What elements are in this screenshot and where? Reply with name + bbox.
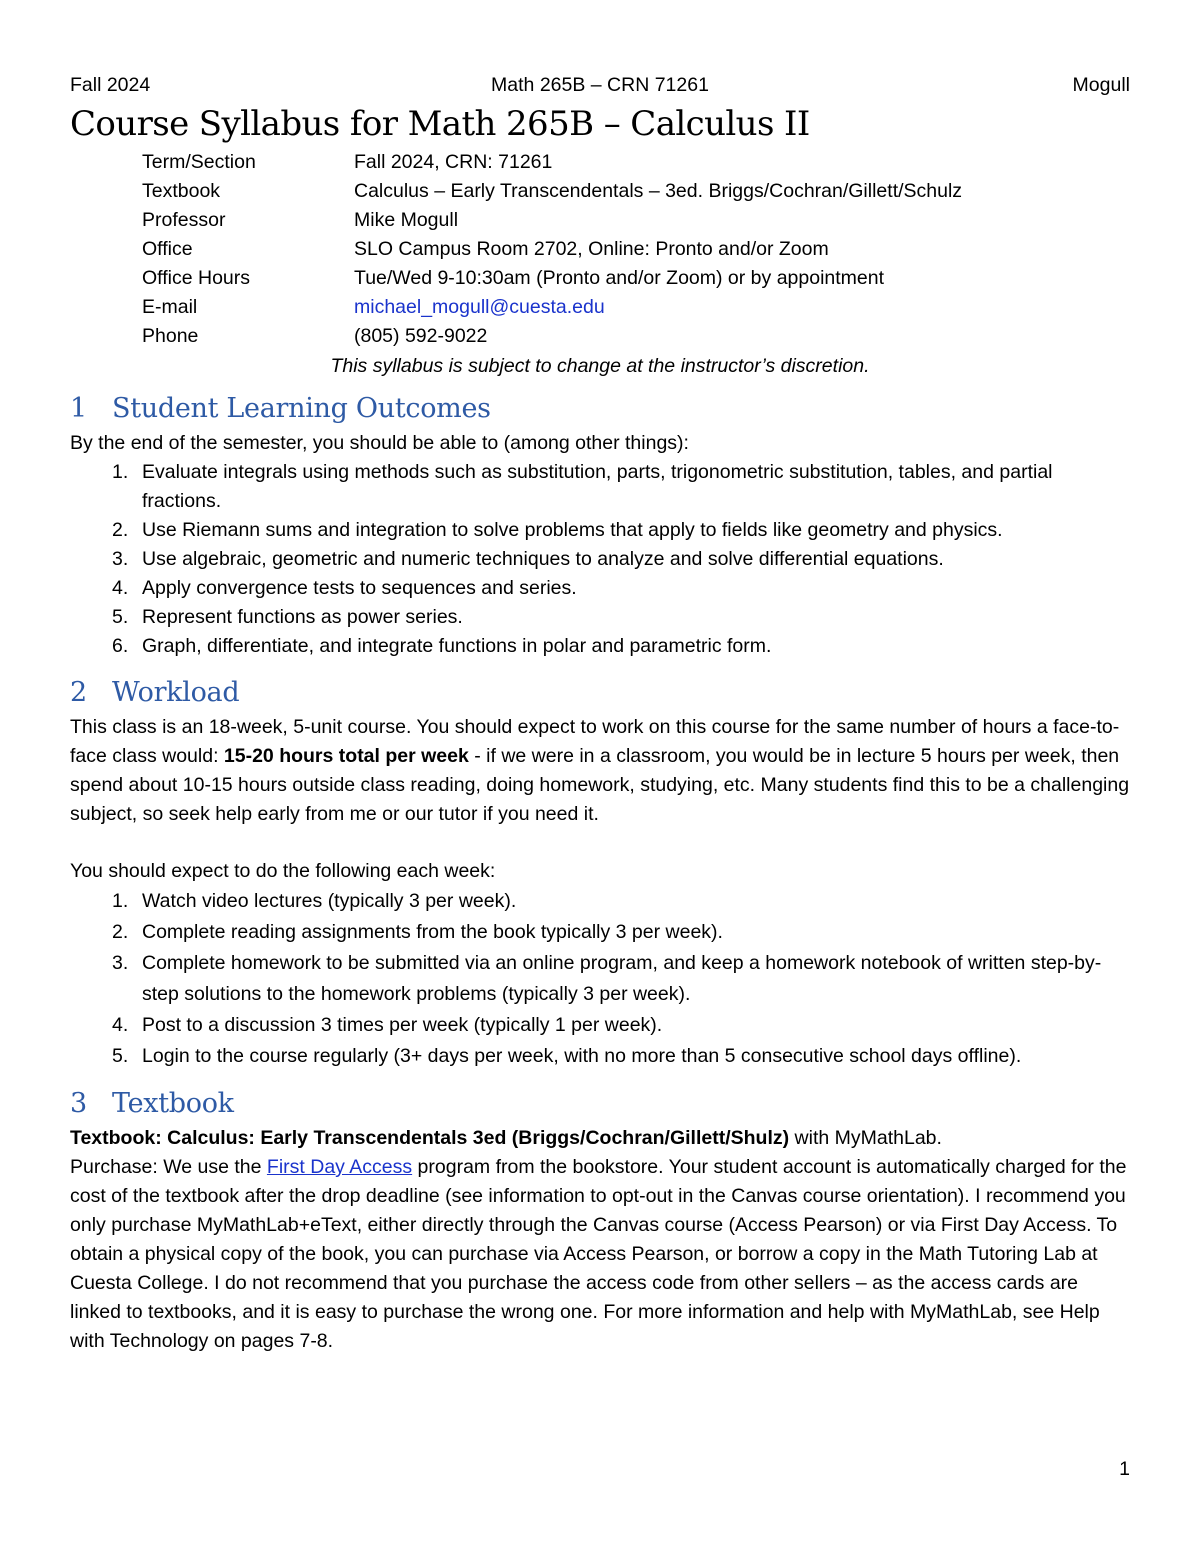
textbook-line (70, 1124, 1130, 1153)
info-label: Professor (142, 209, 226, 231)
list-text: Apply convergence tests to sequences and series. (142, 577, 577, 599)
info-row-office-hours (142, 264, 1130, 293)
section-heading-workload (70, 673, 1130, 713)
workload-paragraph (70, 713, 1130, 829)
list-number: 4. (112, 1014, 129, 1036)
first-day-access-link[interactable]: First Day Access (266, 1156, 413, 1178)
email-link[interactable]: michael_mogull@cuesta.edu (354, 296, 605, 318)
list-text: Represent functions as power series. (142, 606, 463, 628)
syllabus-disclaimer: This syllabus is subject to change at the instructor’s discretion. (330, 355, 870, 377)
section-title: Workload (112, 677, 240, 708)
info-value: Mike Mogull (354, 209, 459, 231)
course-info-table (142, 148, 1130, 351)
info-label: Textbook (142, 180, 221, 202)
workload-text: This class is an 18-week, 5-unit course. You should expect to work on this course for the same number of hours a face-to-face class would: (70, 716, 1120, 767)
info-row-professor (142, 206, 1130, 235)
outcomes-list (70, 458, 1130, 661)
section-heading-textbook (70, 1084, 1130, 1124)
list-number: 3. (112, 952, 129, 974)
info-value: Fall 2024, CRN: 71261 (354, 151, 553, 173)
list-number: 2. (112, 519, 129, 541)
info-row-phone (142, 322, 1130, 351)
section-title: Textbook (112, 1088, 234, 1119)
list-number: 1. (112, 890, 129, 912)
list-number: 4. (112, 577, 129, 599)
info-value: Calculus – Early Transcendentals – 3ed. Briggs/Cochran/Gillett/Schulz (354, 180, 963, 202)
weekly-tasks-intro: You should expect to do the following each week: (70, 860, 496, 882)
list-text: Use Riemann sums and integration to solve problems that apply to fields like geometry and physics. (142, 519, 1003, 541)
list-item (70, 516, 1130, 545)
list-text: Use algebraic, geometric and numeric techniques to analyze and solve differential equations. (142, 548, 944, 570)
list-item (70, 574, 1130, 603)
info-label: Phone (142, 325, 199, 347)
info-label: Term/Section (142, 151, 256, 173)
textbook-line-rest: with MyMathLab. (789, 1127, 942, 1149)
info-label: Office (142, 238, 193, 260)
list-item (70, 458, 1130, 516)
list-text: Complete reading assignments from the book typically 3 per week). (142, 921, 723, 943)
info-value: Tue/Wed 9-10:30am (Pronto and/or Zoom) or by appointment (354, 267, 885, 289)
list-number: 5. (112, 1045, 129, 1067)
info-row-term (142, 148, 1130, 177)
list-text: Complete homework to be submitted via an online program, and keep a homework notebook of written step-by-step solutions to the homework problems (typically 3 per week). (142, 952, 1102, 1005)
section-number: 3 (70, 1088, 87, 1119)
info-row-textbook (142, 177, 1130, 206)
purchase-text: program from the bookstore. Your student account is automatically charged for the cost of the textbook after the drop deadline (see information to opt-out in the Canvas course orientation). I recommend you only purchase MyMathLab+eText, either directly through the Canvas course (Access Pearson) or via First Day Access. To obtain a physical copy of the book, you can purchase via Access Pearson, or borrow a copy in the Math Tutoring Lab at Cuesta College. I do not recommend that you purchase the access code from other sellers – as the access cards are linked to textbooks, and it is easy to purchase the wrong one. For more information and help with MyMathLab, see Help with Technology on pages 7-8. (70, 1156, 1127, 1352)
page-title: Course Syllabus for Math 265B – Calculus II (70, 104, 810, 144)
textbook-title: Textbook: Calculus: Early Transcendentals 3ed (Briggs/Cochran/Gillett/Shulz) (70, 1127, 790, 1149)
section-number: 2 (70, 677, 87, 708)
list-number: 1. (112, 461, 129, 483)
purchase-text: Purchase: We use the (70, 1156, 267, 1178)
workload-hours-emphasis: 15-20 hours total per week (223, 745, 469, 767)
list-number: 2. (112, 921, 129, 943)
list-item (70, 632, 1130, 661)
running-header (70, 70, 1130, 100)
info-label: E-mail (142, 296, 198, 318)
page-number: 1 (1119, 1458, 1130, 1480)
outcomes-intro: By the end of the semester, you should be able to (among other things): (70, 432, 689, 454)
list-item (70, 948, 1130, 1010)
header-instructor: Mogull (1072, 74, 1130, 96)
list-number: 6. (112, 635, 129, 657)
list-text: Login to the course regularly (3+ days per week, with no more than 5 consecutive school days offline). (142, 1045, 1022, 1067)
purchase-paragraph (70, 1153, 1130, 1356)
info-row-office (142, 235, 1130, 264)
list-text: Watch video lectures (typically 3 per week). (142, 890, 517, 912)
info-row-email (142, 293, 1130, 322)
weekly-tasks-list (70, 886, 1130, 1072)
list-number: 3. (112, 548, 129, 570)
list-item (70, 917, 1130, 948)
header-course: Math 265B – CRN 71261 (491, 74, 709, 96)
section-heading-outcomes (70, 389, 1130, 429)
section-number: 1 (70, 393, 87, 424)
info-label: Office Hours (142, 267, 251, 289)
workload-text: - if we were in a classroom, you would be in lecture 5 hours per week, then spend about 10-15 hours outside class reading, doing homework, studying, etc. Many students find this to be a challenging subject, so seek help early from me or our tutor if you need it. (70, 745, 1130, 825)
syllabus-page (70, 70, 1130, 1356)
header-term: Fall 2024 (70, 74, 151, 96)
list-number: 5. (112, 606, 129, 628)
list-item (70, 1041, 1130, 1072)
info-value: (805) 592-9022 (354, 325, 488, 347)
list-item (70, 886, 1130, 917)
list-text: Evaluate integrals using methods such as substitution, parts, trigonometric substitution, tables, and partial fractions. (142, 461, 1053, 512)
section-title: Student Learning Outcomes (112, 393, 491, 424)
list-item (70, 603, 1130, 632)
list-text: Post to a discussion 3 times per week (typically 1 per week). (142, 1014, 663, 1036)
list-text: Graph, differentiate, and integrate functions in polar and parametric form. (142, 635, 772, 657)
info-value: SLO Campus Room 2702, Online: Pronto and/or Zoom (354, 238, 829, 260)
list-item (70, 545, 1130, 574)
list-item (70, 1010, 1130, 1041)
